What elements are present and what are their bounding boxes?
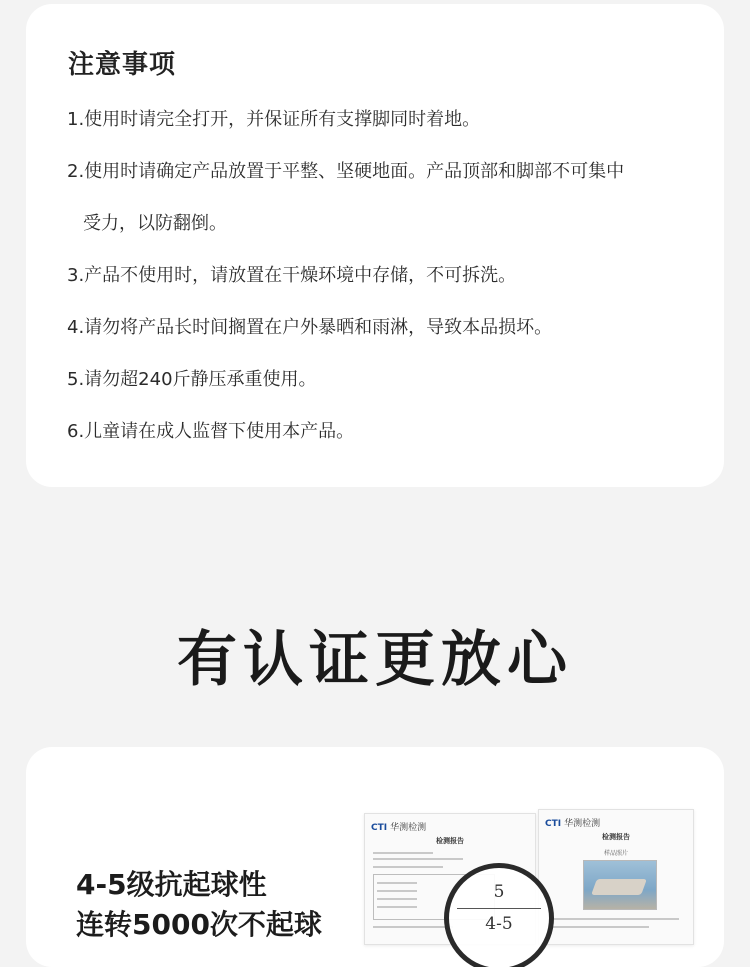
notice-item-5: 5.请勿超240斤静压承重使用。 [67, 369, 317, 390]
certification-heading: 有认证更放心 [177, 625, 573, 695]
text-line [373, 858, 463, 860]
text-line [377, 890, 417, 892]
text-line [549, 918, 679, 920]
cti-logo: CTI 华测检测 [371, 823, 427, 833]
text-line [373, 866, 443, 868]
notice-item-3: 3.产品不使用时，请放置在干燥环境中存储，不可拆洗。 [67, 265, 517, 286]
text-line [373, 852, 433, 854]
magnified-divider [457, 908, 541, 909]
text-line [373, 926, 453, 928]
report-title: 检测报告 [602, 833, 630, 841]
notice-item-2: 2.使用时请确定产品放置于平整、坚硬地面。产品顶部和脚部不可集中 [67, 161, 625, 182]
certification-card [26, 747, 724, 967]
notice-item-2-continued [67, 198, 707, 250]
text-line [377, 906, 417, 908]
text-line [549, 926, 649, 928]
pilling-cycles-line: 连转5000次不起球 [76, 908, 322, 941]
notice-list [67, 94, 707, 458]
chair-shape [591, 879, 647, 895]
magnifier-icon [444, 863, 554, 967]
magnified-grade-bottom: 4-5 [485, 914, 513, 934]
notice-item-6: 6.儿童请在成人监督下使用本产品。 [67, 421, 355, 442]
magnified-grade-top: 5 [493, 882, 505, 902]
text-line [377, 882, 417, 884]
pilling-feature-text [76, 865, 322, 945]
notice-item-4: 4.请勿将产品长时间搁置在户外暴晒和雨淋，导致本品损坏。 [67, 317, 553, 338]
notice-title: 注意事项 [68, 50, 177, 80]
pilling-grade-line: 4-5级抗起球性 [76, 868, 267, 901]
text-line [377, 898, 417, 900]
test-report-page-2 [538, 809, 694, 945]
sample-photo-label: 样品照片 [603, 850, 628, 857]
cti-logo: CTI 华测检测 [545, 819, 601, 829]
notice-item-2-cont-text: 受力，以防翻倒。 [83, 213, 227, 234]
notice-item-1: 1.使用时请完全打开，并保证所有支撑脚同时着地。 [67, 109, 481, 130]
notice-card [26, 4, 724, 487]
report-title: 检测报告 [436, 837, 464, 845]
sample-photo [583, 860, 657, 910]
